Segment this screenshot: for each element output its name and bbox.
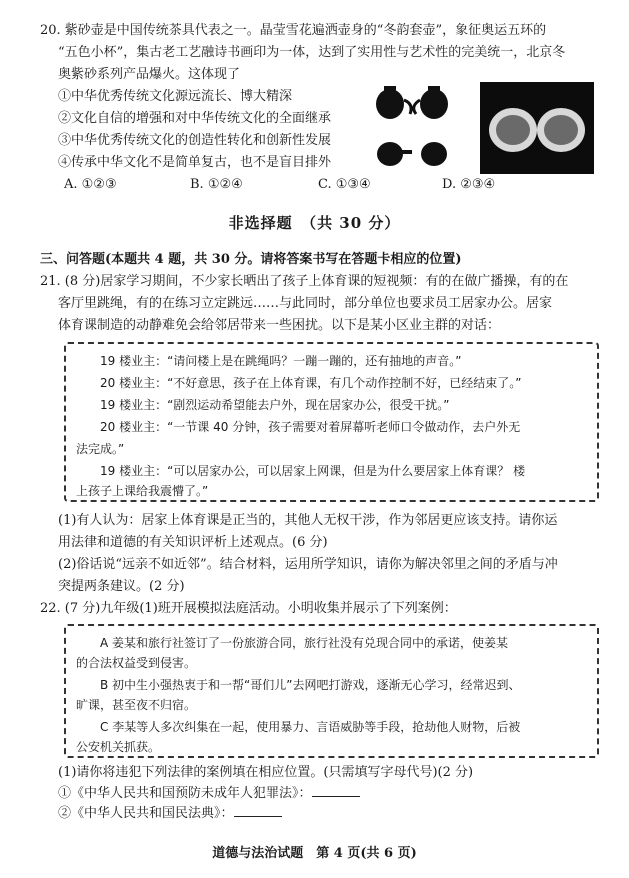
answer-blank[interactable] bbox=[234, 804, 282, 817]
q22-sub1: (1)请你将违犯下列法律的案例填在相应位置。(只需填写字母代号)(2 分) bbox=[58, 765, 474, 780]
q22-law-1: ①《中华人民共和国预防未成年人犯罪法》： bbox=[58, 786, 312, 801]
case-box bbox=[64, 624, 599, 758]
q20-option-d: D. ②③④ bbox=[442, 177, 496, 192]
q21-sub1-line-2: 用法律和道德的有关知识评析上述观点。(6 分) bbox=[58, 535, 328, 550]
dialogue-box bbox=[64, 342, 599, 502]
dialogue-line: 20 楼业主：“不好意思，孩子在上体育课，有几个动作控制不好，已经结束了。” bbox=[100, 376, 522, 390]
q20-line-2: “五色小杯”，集古老工艺融诗书画印为一体，达到了实用性与艺术性的完美统一，北京冬 bbox=[58, 45, 566, 60]
case-line: 公安机关抓获。 bbox=[76, 740, 161, 754]
q20-option-c: C. ①③④ bbox=[318, 177, 371, 192]
q20-option-b: B. ①②④ bbox=[190, 177, 243, 192]
case-line: A 姜某和旅行社签订了一份旅游合同，旅行社没有兑现合同中的承诺，使姜某 bbox=[100, 636, 509, 650]
section-title: 非选择题 （共 30 分） bbox=[228, 214, 401, 232]
case-line: C 李某等人多次纠集在一起，使用暴力、言语威胁等手段，抢劫他人财物，后被 bbox=[100, 720, 521, 734]
teapot-photos bbox=[368, 78, 598, 178]
q22-law-2-row bbox=[58, 804, 282, 823]
q21-line-2: 客厅里跳绳，有的在练习立定跳远……与此同时，部分单位也要求员工居家办公。居家 bbox=[58, 296, 553, 311]
q21-sub2-line-2: 突提两条建议。(2 分) bbox=[58, 579, 185, 594]
q21-line-1: 21. (8 分)居家学习期间，不少家长晒出了孩子上体育课的短视频：有的在做广播操，有的在 bbox=[40, 274, 569, 289]
case-line: 旷课，甚至夜不归宿。 bbox=[76, 698, 197, 712]
section-3-heading: 三、问答题(本题共 4 题，共 30 分。请将答案书写在答题卡相应的位置) bbox=[40, 252, 462, 267]
q20-line-1: 20. 紫砂壶是中国传统茶具代表之一。晶莹雪花遍洒壶身的“冬韵套壶”，象征奥运五环的 bbox=[40, 23, 547, 38]
q22-law-2: ②《中华人民共和国民法典》： bbox=[58, 806, 234, 821]
q20-item-1: ①中华优秀传统文化源远流长、博大精深 bbox=[58, 89, 293, 104]
answer-blank[interactable] bbox=[312, 784, 360, 797]
q20-item-4: ④传承中华文化不是简单复古，也不是盲目排外 bbox=[58, 155, 332, 170]
dialogue-line: 20 楼业主：“一节课 40 分钟，孩子需要对着屏幕听老师口令做动作，去户外无 bbox=[100, 420, 521, 434]
dialogue-line: 上孩子上课给我震懵了。” bbox=[76, 484, 209, 498]
dialogue-line: 19 楼业主：“剧烈运动希望能去户外，现在居家办公，很受干扰。” bbox=[100, 398, 450, 412]
dialogue-line: 19 楼业主：“可以居家办公，可以居家上网课，但是为什么要居家上体育课？ 楼 bbox=[100, 464, 526, 478]
page-footer: 道德与法治试题 第 4 页(共 6 页) bbox=[212, 846, 417, 861]
teapot-photo-left bbox=[376, 86, 448, 166]
q21-sub2-line-1: (2)俗话说“远亲不如近邻”。结合材料，运用所学知识，请你为解决邻里之间的矛盾与冲 bbox=[58, 557, 558, 572]
q22-intro: 22. (7 分)九年级(1)班开展模拟法庭活动。小明收集并展示了下列案例： bbox=[40, 601, 457, 616]
q20-item-2: ②文化自信的增强和对中华传统文化的全面继承 bbox=[58, 111, 332, 126]
dialogue-line: 19 楼业主：“请问楼上是在跳绳吗？一蹦一蹦的，还有抽地的声音。” bbox=[100, 354, 462, 368]
q22-law-1-row bbox=[58, 784, 360, 803]
cups-photo-right bbox=[480, 82, 594, 174]
q20-option-a: A. ①②③ bbox=[64, 177, 117, 192]
q20-item-3: ③中华优秀传统文化的创造性转化和创新性发展 bbox=[58, 133, 332, 148]
case-line: 的合法权益受到侵害。 bbox=[76, 656, 197, 670]
case-line: B 初中生小强热衷于和一帮“哥们儿”去网吧打游戏，逐渐无心学习，经常迟到、 bbox=[100, 678, 521, 692]
q21-sub1-line-1: (1)有人认为：居家上体育课是正当的，其他人无权干涉，作为邻居更应该支持。请你运 bbox=[58, 513, 558, 528]
q20-line-3: 奥紫砂系列产品爆火。这体现了 bbox=[58, 67, 241, 82]
dialogue-line: 法完成。” bbox=[76, 442, 125, 456]
q21-line-3: 体育课制造的动静难免会给邻居带来一些困扰。以下是某小区业主群的对话： bbox=[58, 318, 501, 333]
